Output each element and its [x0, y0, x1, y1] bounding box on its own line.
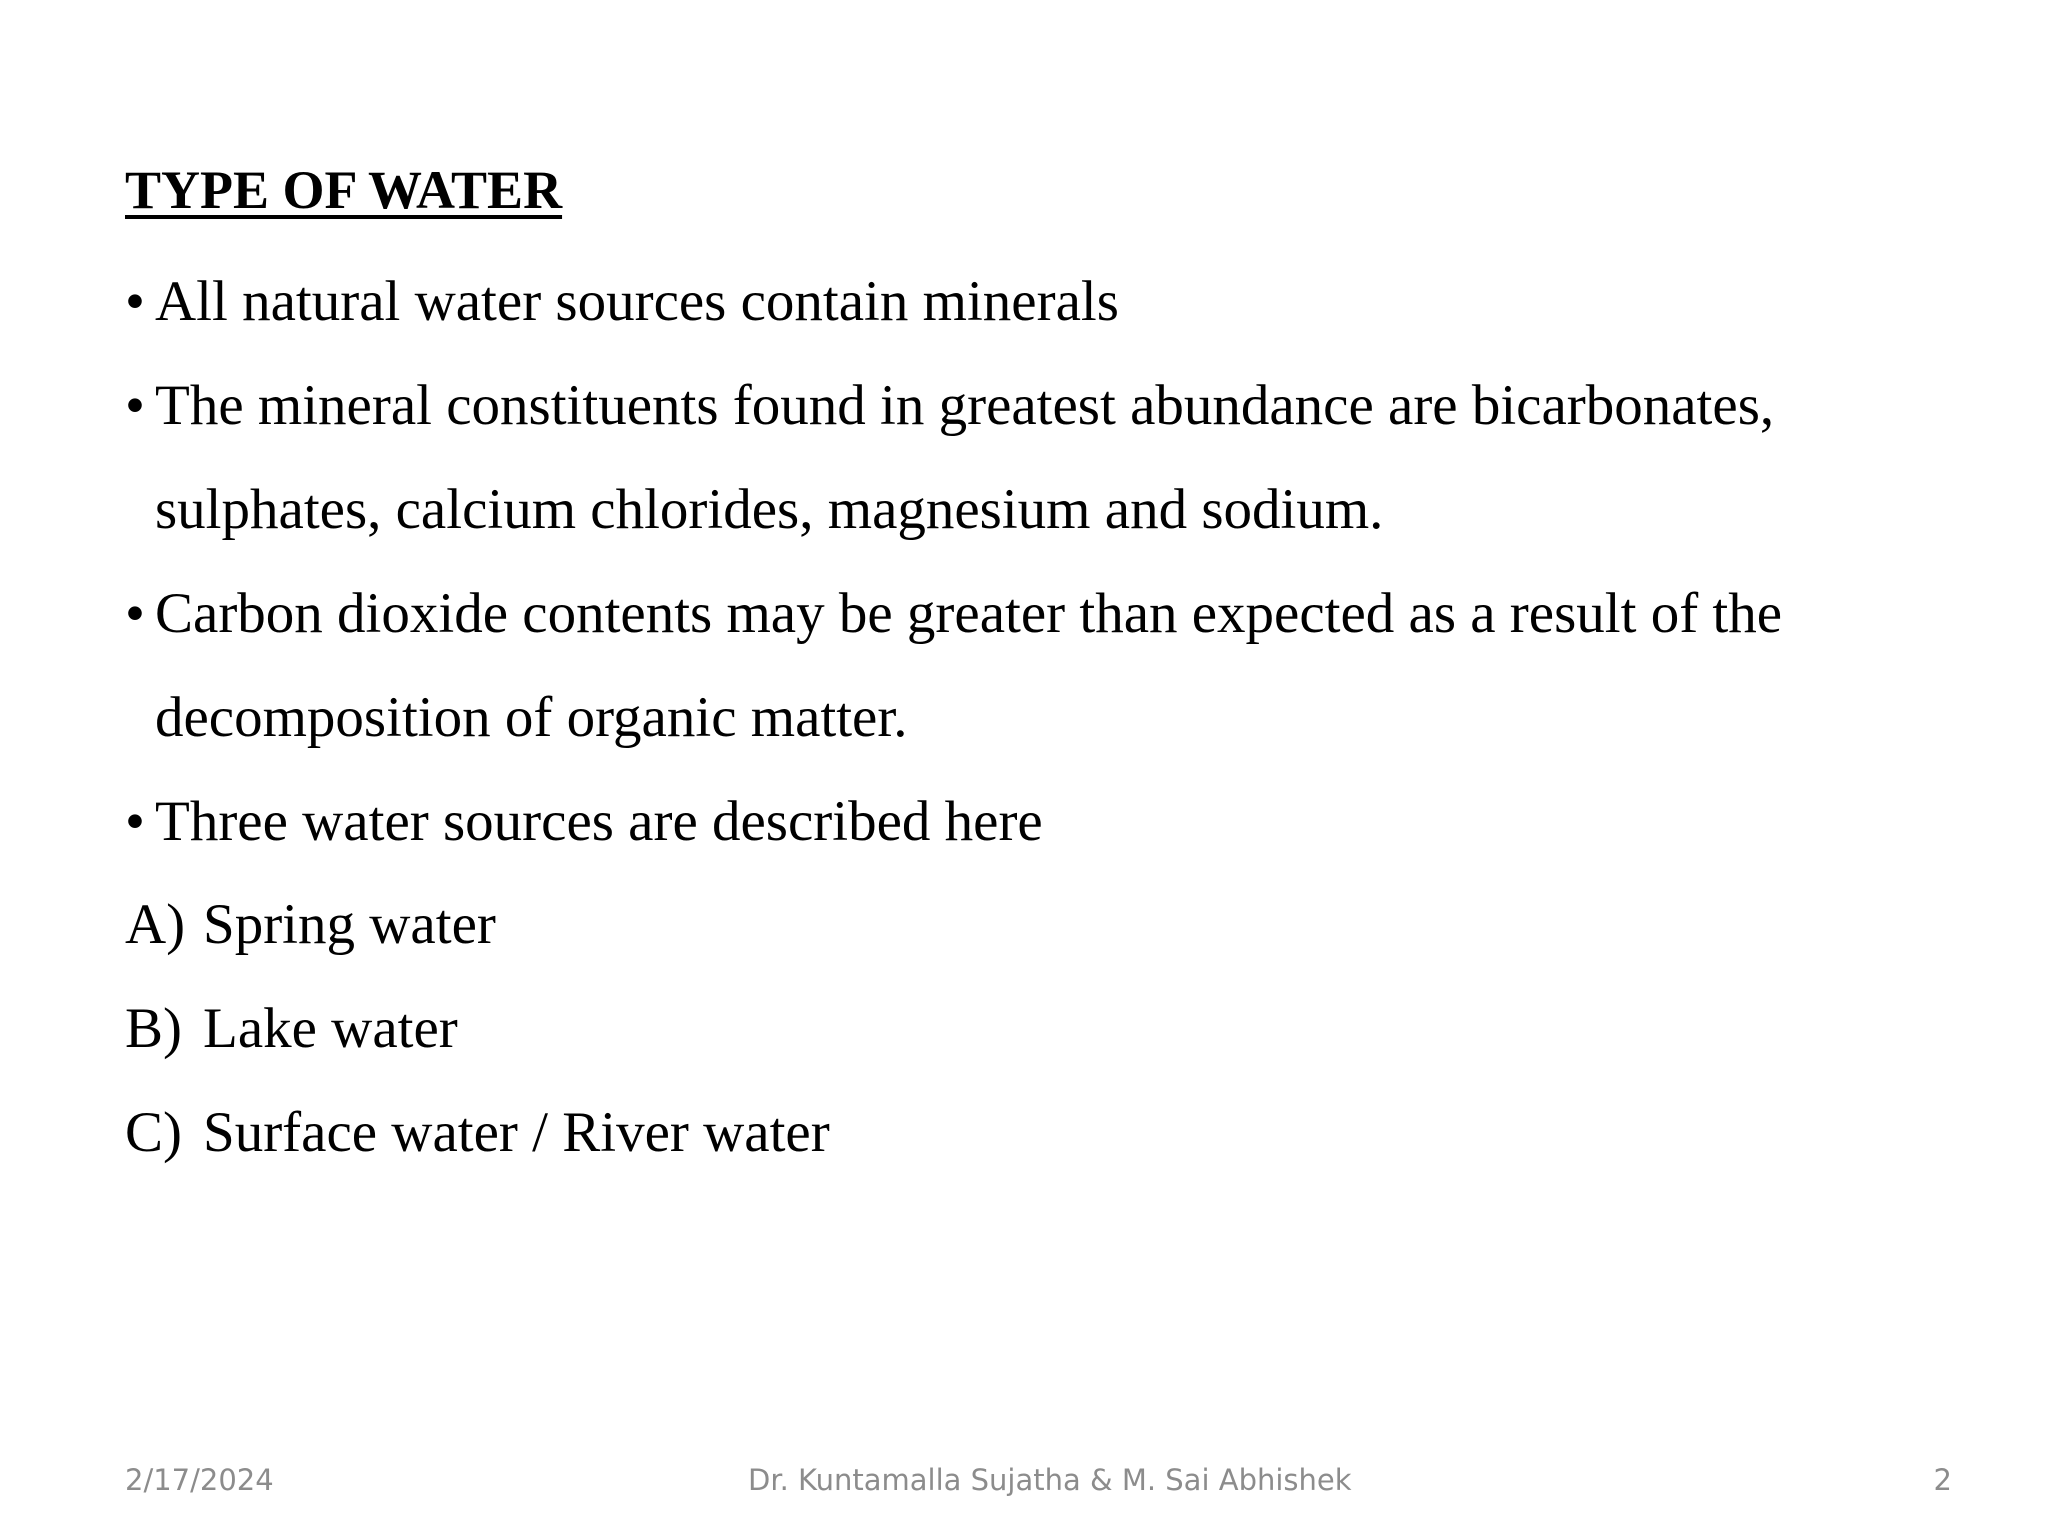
bullet-text: Three water sources are described here: [155, 790, 1043, 853]
bullet-item: [125, 250, 1985, 354]
water-source-item: [125, 873, 830, 977]
footer-date: 2/17/2024: [125, 1463, 274, 1497]
list-marker: B): [125, 997, 182, 1060]
bullet-item: [125, 770, 1985, 874]
bullet-list: [125, 250, 1985, 874]
bullet-marker: •: [125, 374, 145, 437]
bullet-marker: •: [125, 790, 145, 853]
bullet-marker: •: [125, 270, 145, 333]
footer-page-number: 2: [1933, 1463, 1952, 1497]
water-source-item: [125, 977, 830, 1081]
list-marker: C): [125, 1101, 182, 1164]
bullet-text: Carbon dioxide contents may be greater than expected as a result of the decomposition of organic matter.: [155, 582, 1783, 749]
bullet-item: [125, 562, 1985, 770]
slide-title: TYPE OF WATER: [125, 160, 563, 220]
water-source-label: Lake water: [203, 997, 458, 1060]
water-source-item: [125, 1081, 830, 1185]
water-source-label: Spring water: [203, 893, 496, 956]
footer-authors: Dr. Kuntamalla Sujatha & M. Sai Abhishek: [748, 1463, 1352, 1497]
list-marker: A): [125, 893, 186, 956]
water-source-label: Surface water / River water: [203, 1101, 830, 1164]
water-source-list: [125, 873, 830, 1185]
bullet-text: The mineral constituents found in greatest abundance are bicarbonates, sulphates, calcium chlorides, magnesium and sodium.: [155, 374, 1775, 541]
bullet-marker: •: [125, 582, 145, 645]
bullet-text: All natural water sources contain minerals: [155, 270, 1119, 333]
bullet-item: [125, 354, 1985, 562]
